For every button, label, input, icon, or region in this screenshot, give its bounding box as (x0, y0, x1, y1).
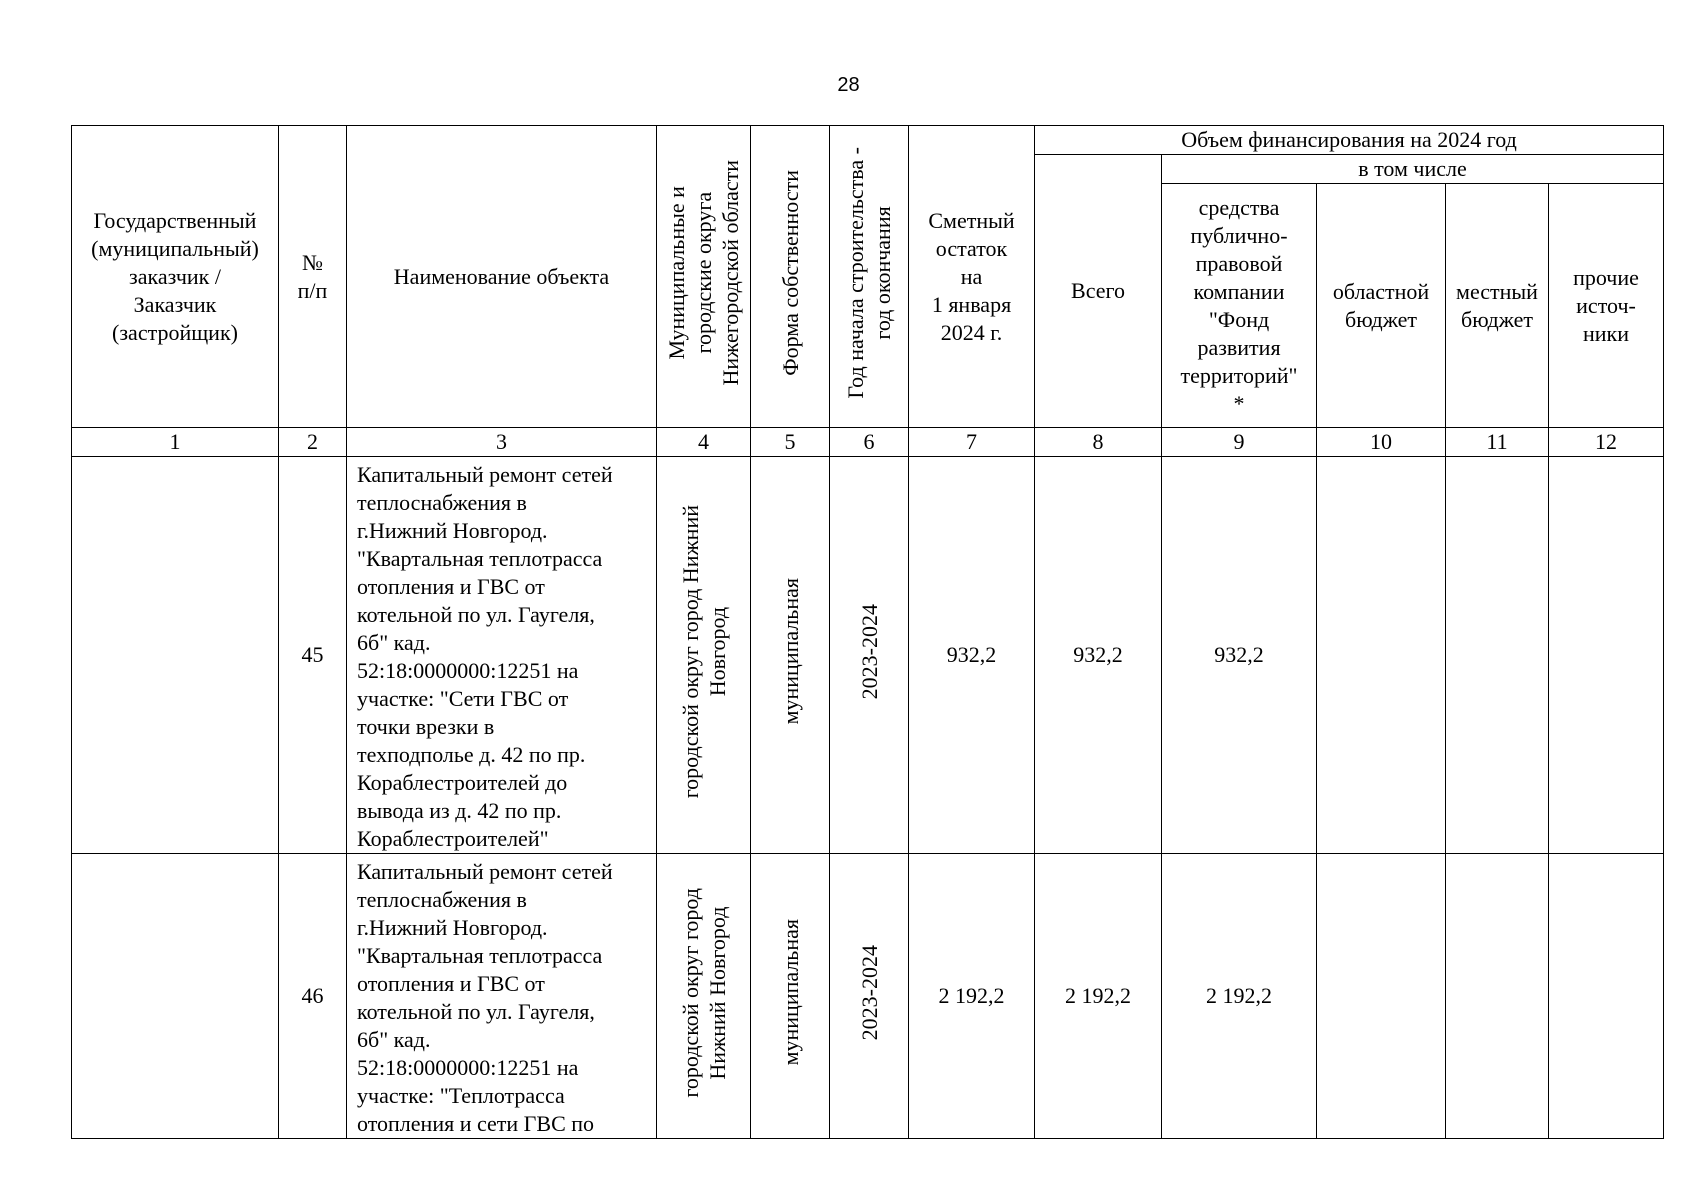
header-local: местный бюджет (1446, 184, 1549, 428)
row-other (1549, 457, 1664, 854)
row-total: 932,2 (1035, 457, 1162, 854)
header-including: в том числе (1162, 155, 1664, 184)
row-ownership: муниципальная (751, 854, 830, 1139)
header-total: Всего (1035, 155, 1162, 428)
column-number: 10 (1317, 428, 1446, 457)
row-object-name: Капитальный ремонт сетей теплоснабжения в г.Нижний Новгород. "Квартальная теплотрасса отопления и ГВС от котельной по ул. Гаугеля, 6б" кад. 52:18:0000000:12251 на участке: "Теплотрасса отопления и сети ГВС по (347, 854, 657, 1139)
header-other: прочие источ- ники (1549, 184, 1664, 428)
row-customer (72, 854, 279, 1139)
header-regional: областной бюджет (1317, 184, 1446, 428)
table-row (72, 854, 1664, 1139)
row-municipality: городской округ город Нижний Новгород (657, 457, 751, 854)
row-local (1446, 854, 1549, 1139)
column-numbers-row (72, 428, 1664, 457)
header-object-name: Наименование объекта (347, 126, 657, 428)
column-number: 11 (1446, 428, 1549, 457)
row-regional (1317, 457, 1446, 854)
row-years: 2023-2024 (830, 854, 909, 1139)
row-municipality: городской округ город Нижний Новгород (657, 854, 751, 1139)
header-estimate: Сметный остаток на 1 января 2024 г. (909, 126, 1035, 428)
row-total: 2 192,2 (1035, 854, 1162, 1139)
row-other (1549, 854, 1664, 1139)
column-number: 6 (830, 428, 909, 457)
row-fund: 932,2 (1162, 457, 1317, 854)
header-funding: Объем финансирования на 2024 год (1035, 126, 1664, 155)
header-municipality: Муниципальные и городские округа Нижегородской области (657, 126, 751, 428)
column-number: 9 (1162, 428, 1317, 457)
row-number: 46 (279, 854, 347, 1139)
row-local (1446, 457, 1549, 854)
column-number: 1 (72, 428, 279, 457)
column-number: 5 (751, 428, 830, 457)
column-number: 8 (1035, 428, 1162, 457)
table-row (72, 457, 1664, 854)
row-fund: 2 192,2 (1162, 854, 1317, 1139)
column-number: 7 (909, 428, 1035, 457)
row-customer (72, 457, 279, 854)
column-number: 12 (1549, 428, 1664, 457)
row-regional (1317, 854, 1446, 1139)
header-ownership: Форма собственности (751, 126, 830, 428)
header-number: № п/п (279, 126, 347, 428)
column-number: 2 (279, 428, 347, 457)
page-number: 28 (837, 74, 860, 96)
column-number: 3 (347, 428, 657, 457)
column-number: 4 (657, 428, 751, 457)
row-object-name: Капитальный ремонт сетей теплоснабжения в г.Нижний Новгород. "Квартальная теплотрасса отопления и ГВС от котельной по ул. Гаугеля, 6б" кад. 52:18:0000000:12251 на участке: "Сети ГВС от точки врезки в техподполье д. 42 по пр. Кораблестроителей до вывода из д. 42 по пр. Кораблестроителей" (347, 457, 657, 854)
financing-table (71, 125, 1664, 1139)
header-fund: средства публично- правовой компании "Фонд развития территорий" * (1162, 184, 1317, 428)
row-estimate: 932,2 (909, 457, 1035, 854)
header-customer: Государственный (муниципальный) заказчик / Заказчик (застройщик) (72, 126, 279, 428)
row-years: 2023-2024 (830, 457, 909, 854)
row-number: 45 (279, 457, 347, 854)
header-years: Год начала строительства - год окончания (830, 126, 909, 428)
row-ownership: муниципальная (751, 457, 830, 854)
row-estimate: 2 192,2 (909, 854, 1035, 1139)
